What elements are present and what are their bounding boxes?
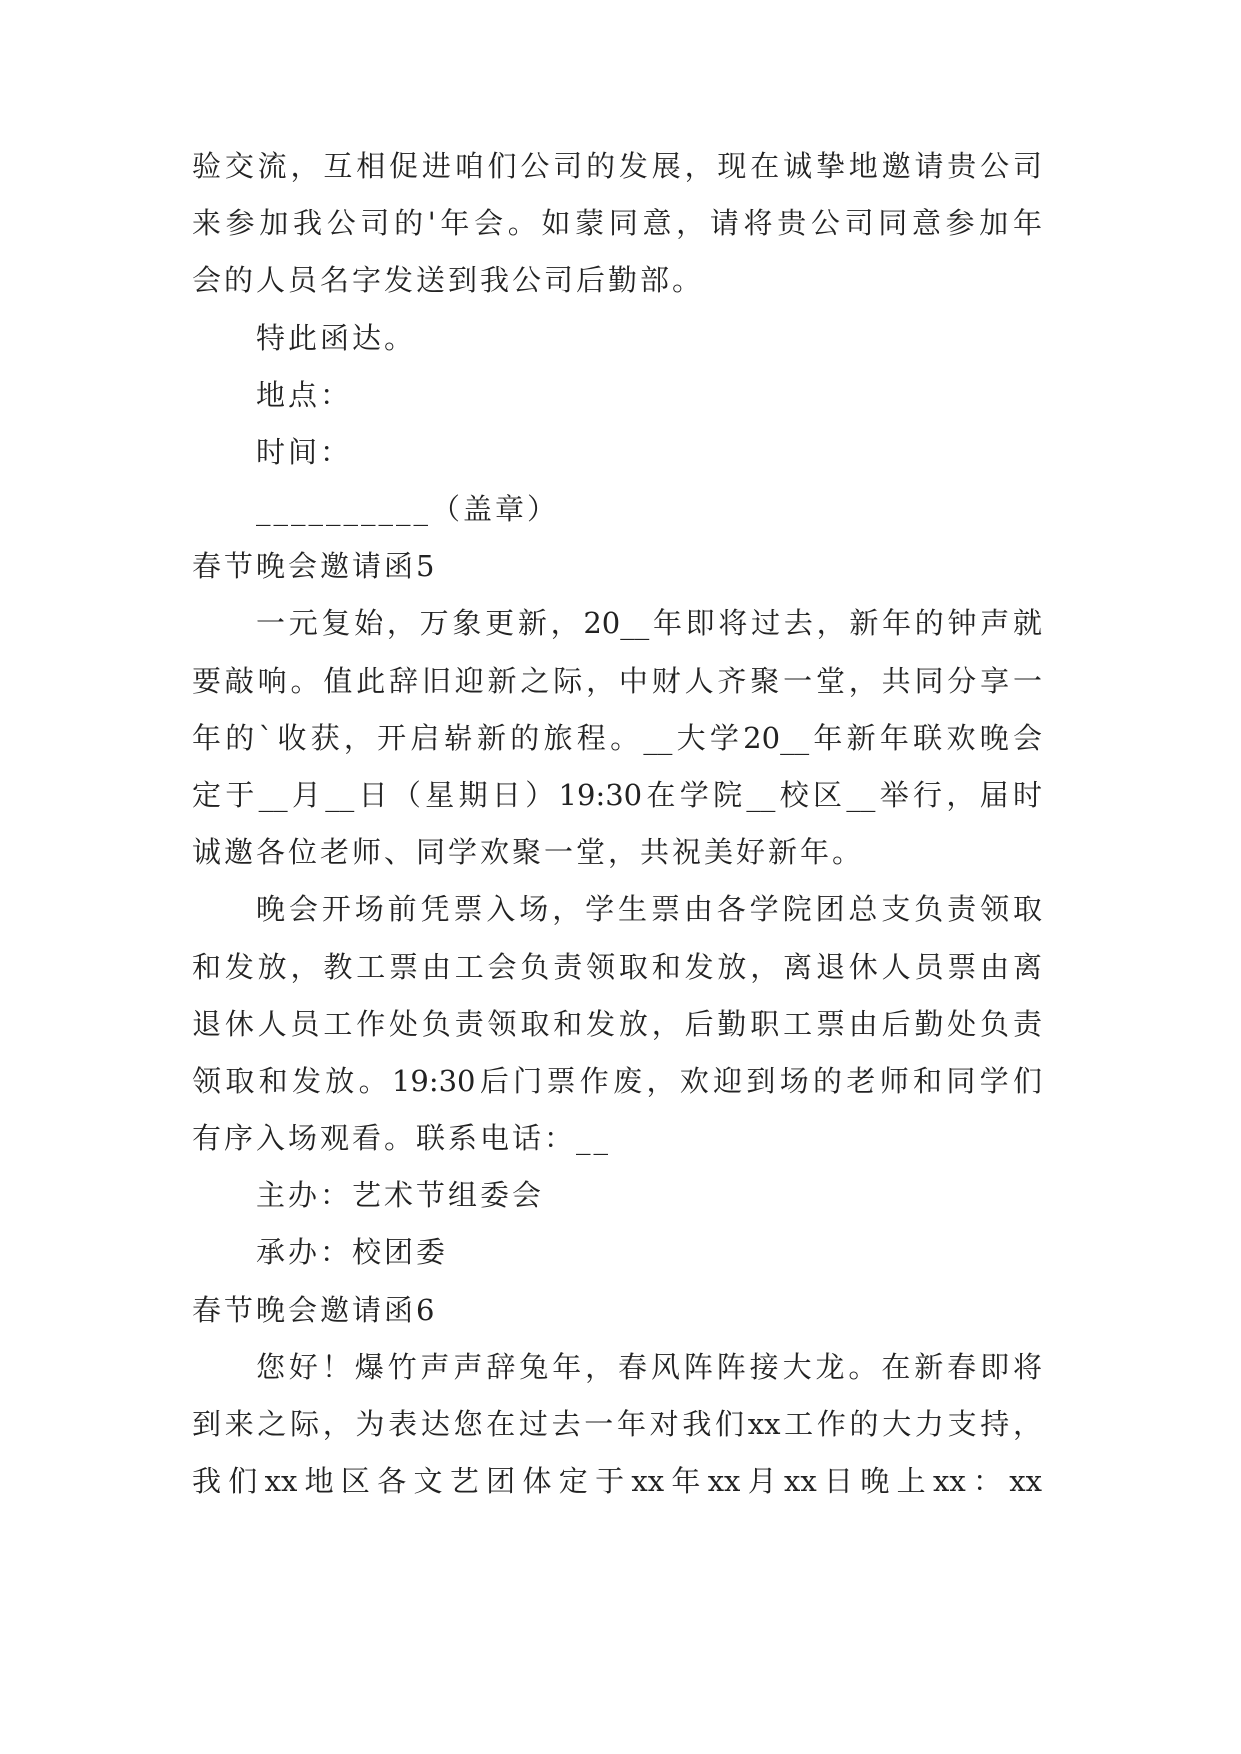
paragraph-line: 验交流，互相促进咱们公司的发展，现在诚挚地邀请贵公司 — [192, 149, 1042, 183]
paragraph-line: 领取和发放。19:30后门票作废，欢迎到场的老师和同学们 — [192, 1064, 1042, 1098]
paragraph-line: 定于__月__日（星期日）19:30在学院__校区__举行，届时 — [192, 778, 1042, 812]
paragraph-line: 诚邀各位老师、同学欢聚一堂，共祝美好新年。 — [192, 835, 865, 869]
paragraph-line: 您好！爆竹声声辞兔年，春风阵阵接大龙。在新春即将 — [256, 1350, 1042, 1384]
paragraph-line: 退休人员工作处负责领取和发放，后勤职工票由后勤处负责 — [192, 1007, 1042, 1041]
time-label: 时间： — [256, 435, 353, 469]
paragraph-line: 晚会开场前凭票入场，学生票由各学院团总支负责领取 — [256, 892, 1042, 926]
paragraph-line: 来参加我公司的'年会。如蒙同意，请将贵公司同意参加年 — [192, 206, 1042, 240]
paragraph-line: 要敲响。值此辞旧迎新之际，中财人齐聚一堂，共同分享一 — [192, 664, 1042, 698]
co-organizer-line: 承办：校团委 — [256, 1235, 449, 1269]
paragraph-line: 到来之际，为表达您在过去一年对我们xx工作的大力支持， — [192, 1407, 1042, 1441]
paragraph-line: 和发放，教工票由工会负责领取和发放，离退休人员票由离 — [192, 950, 1042, 984]
section-heading: 春节晚会邀请函6 — [192, 1293, 438, 1327]
location-label: 地点： — [256, 378, 353, 412]
seal-line: __________（盖章） — [256, 492, 560, 526]
closing-line: 特此函达。 — [256, 321, 417, 355]
section-heading: 春节晚会邀请函5 — [192, 549, 438, 583]
paragraph-line: 年的`收获，开启崭新的旅程。__大学20__年新年联欢晚会 — [192, 721, 1042, 755]
paragraph-line: 会的人员名字发送到我公司后勤部。 — [192, 263, 705, 297]
organizer-line: 主办：艺术节组委会 — [256, 1178, 545, 1212]
paragraph-line: 我们xx地区各文艺团体定于xx年xx月xx日晚上xx：xx — [192, 1464, 1042, 1498]
paragraph-line: 有序入场观看。联系电话：__ — [192, 1121, 612, 1155]
paragraph-line: 一元复始，万象更新，20__年即将过去，新年的钟声就 — [256, 606, 1042, 640]
